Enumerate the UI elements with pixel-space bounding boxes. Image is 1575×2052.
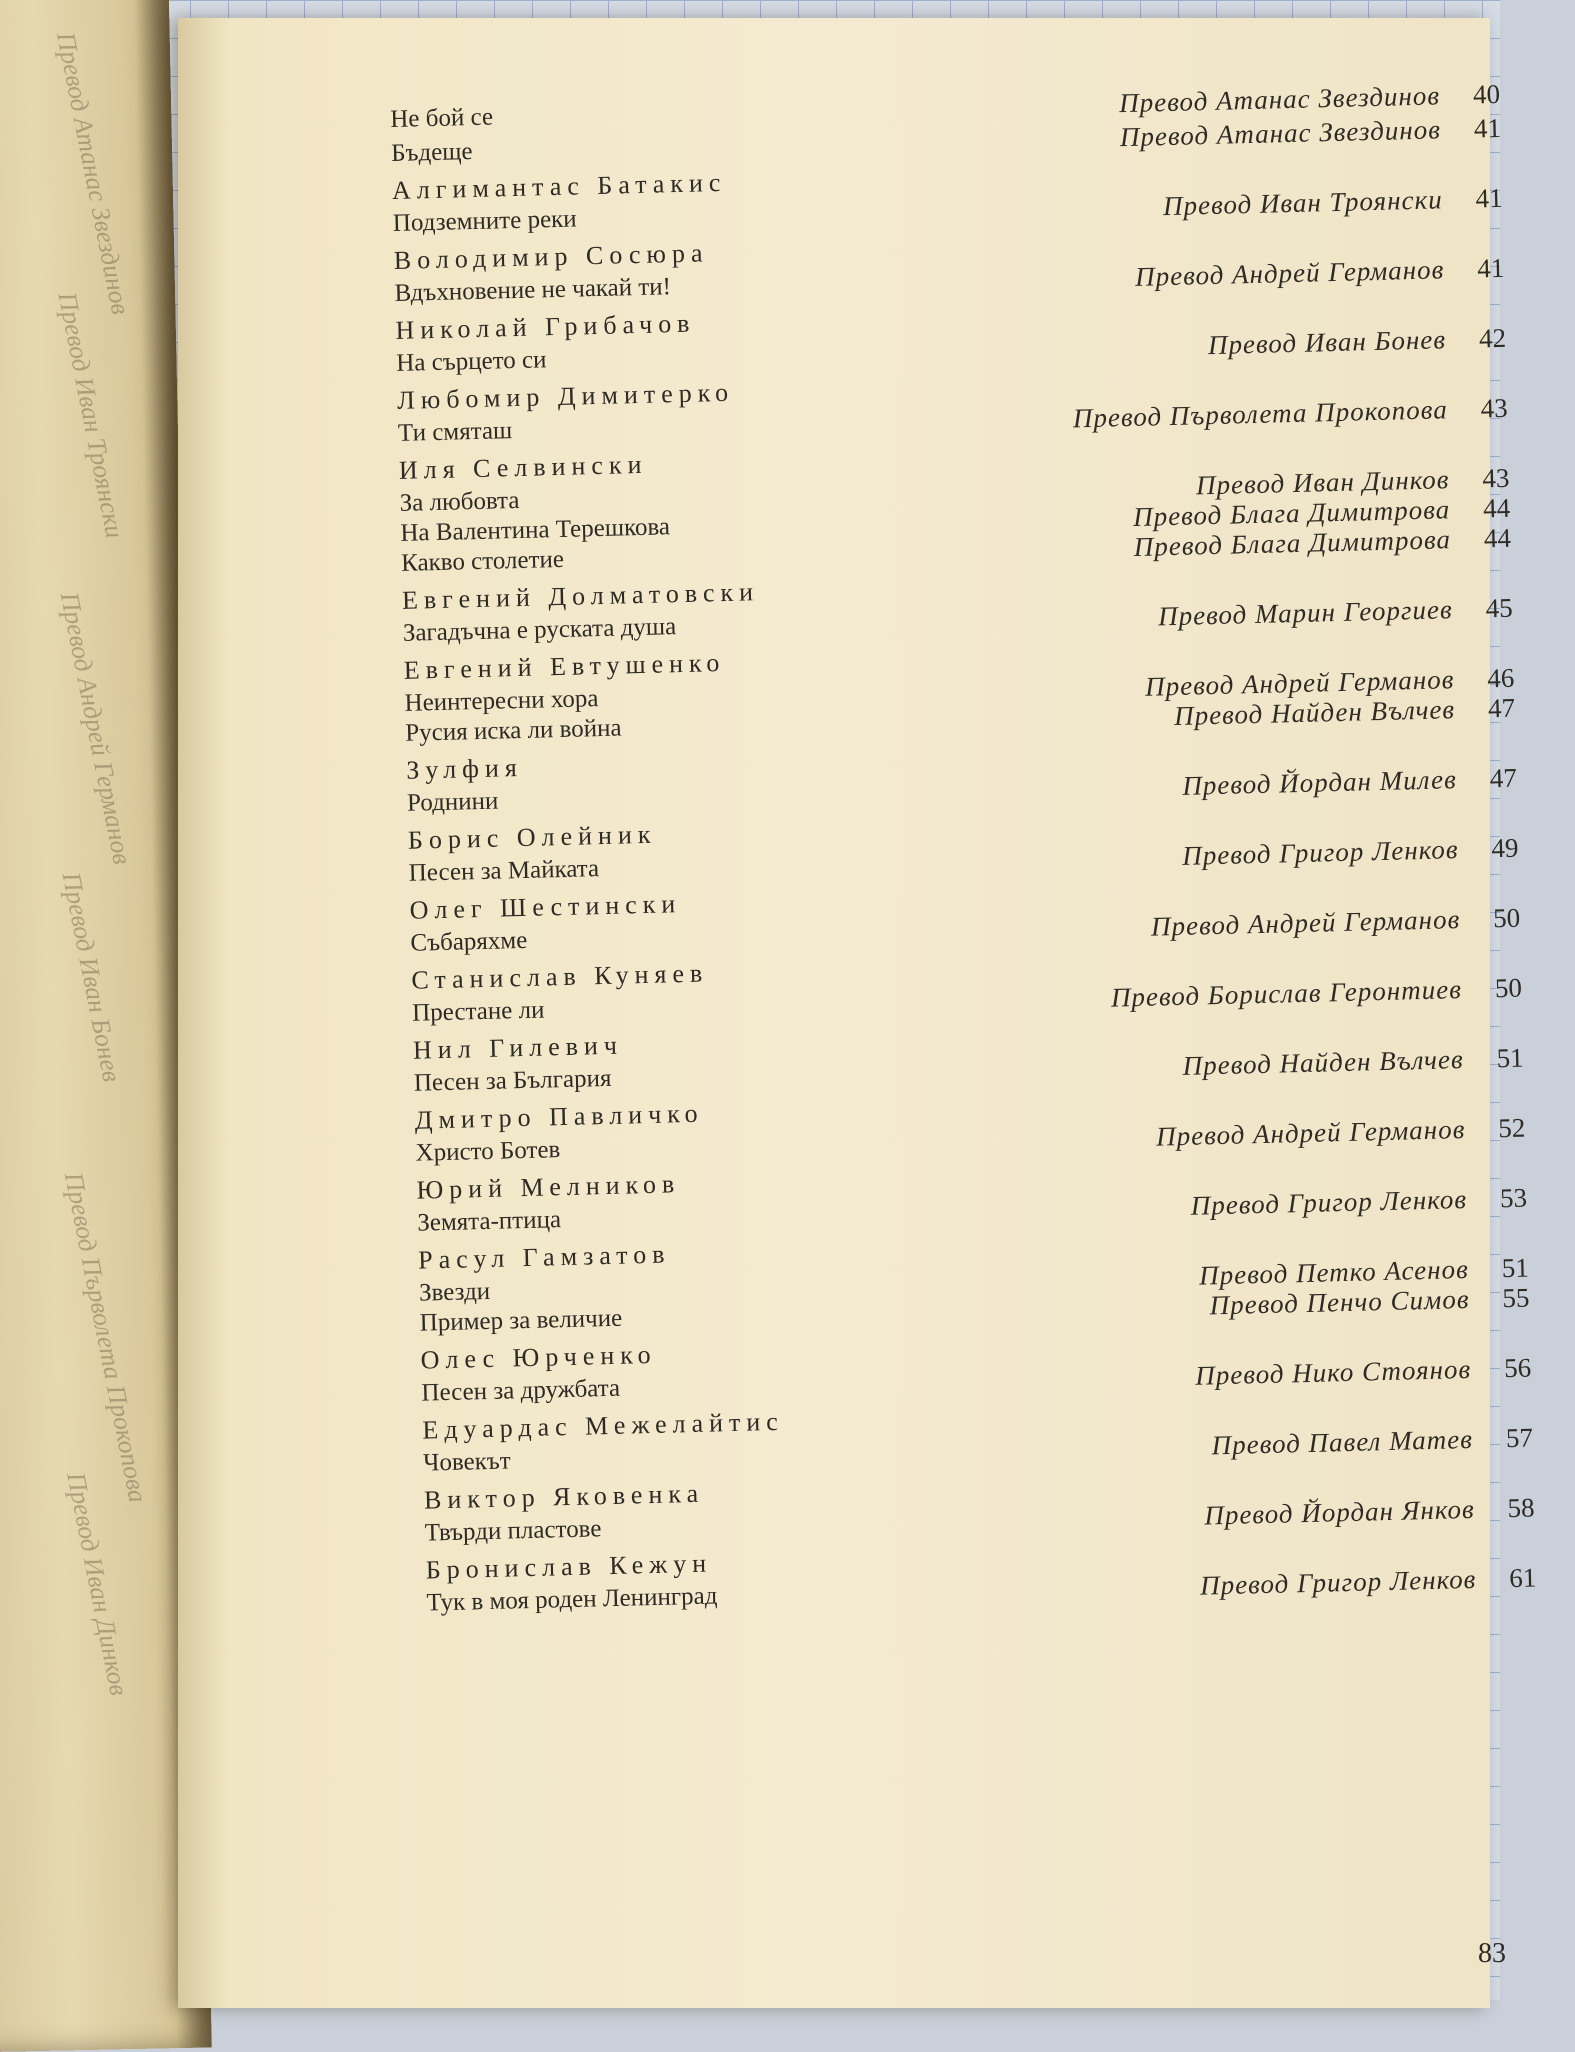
page-reference: 51 — [1496, 1042, 1524, 1074]
left-page-text-fragment: Превод Иван Троянски — [52, 289, 130, 541]
author-name: Олег Шестински — [409, 889, 682, 925]
translator-credit: Превод Иван Динков — [1195, 464, 1450, 501]
left-page-text-fragment: Превод Андрей Германов — [54, 589, 137, 867]
page-reference: 41 — [1476, 252, 1505, 284]
poem-title: Подземните реки — [392, 205, 577, 237]
poem-title: Човекът — [422, 1447, 511, 1477]
poem-title: Песен за Майката — [408, 855, 600, 887]
page-reference: 61 — [1508, 1562, 1537, 1594]
translator-credit: Превод Андрей Германов — [1155, 1114, 1466, 1152]
poem-title: Русия иска ли война — [405, 714, 622, 747]
translator-credit: Превод Найден Вълчев — [1182, 1044, 1464, 1081]
translator-credit: Превод Найден Вълчев — [1173, 694, 1456, 732]
translator-credit: Превод Атанас Звездинов — [1118, 80, 1441, 119]
page-reference: 41 — [1475, 182, 1503, 214]
left-page-text-fragment: Превод Атанас Звездинов — [51, 29, 136, 317]
page-reference: 57 — [1505, 1422, 1534, 1454]
author-name: Иля Селвински — [398, 449, 648, 485]
page-reference: 47 — [1487, 692, 1516, 724]
translator-credit: Превод Андрей Германов — [1144, 664, 1455, 702]
poem-title: Христо Ботев — [415, 1136, 561, 1167]
poem-title: Събаряхме — [410, 926, 528, 957]
poem-title: Песен за дружбата — [421, 1374, 621, 1407]
translator-credit: Превод Блага Димитрова — [1132, 494, 1451, 532]
translator-credit: Превод Блага Димитрова — [1133, 524, 1452, 562]
poem-title: Роднини — [406, 787, 499, 817]
poem-title: Какво столетие — [400, 545, 565, 577]
poem-title: Земята-птица — [416, 1206, 562, 1237]
page-reference: 56 — [1503, 1352, 1532, 1384]
page-reference: 50 — [1492, 902, 1521, 934]
poem-title: На сърцето си — [395, 346, 547, 377]
translator-credit: Превод Нико Стоянов — [1194, 1353, 1472, 1391]
page-reference: 52 — [1497, 1112, 1526, 1144]
translator-credit: Превод Андрей Германов — [1134, 254, 1445, 292]
translator-credit: Превод Йордан Милев — [1181, 764, 1458, 801]
translator-credit: Превод Първолета Прокопова — [1072, 394, 1449, 434]
translator-credit: Превод Иван Бонев — [1207, 324, 1447, 361]
poem-title: Загадъчна е руската душа — [402, 613, 677, 647]
author-name: Алгимантас Батакис — [391, 167, 727, 205]
page-number: 83 — [1478, 1938, 1506, 1969]
translator-credit: Превод Григор Ленков — [1181, 834, 1459, 871]
poem-title: Пример за величие — [419, 1304, 623, 1337]
author-name: Олес Юрченко — [420, 1339, 657, 1375]
left-page-text-fragment: Превод Първолета Прокопова — [58, 1169, 153, 1505]
poem-title: Неинтересни хора — [404, 685, 599, 717]
poem-title: Престане ли — [411, 996, 545, 1027]
author-name: Дмитро Павличко — [414, 1098, 704, 1135]
author-name: Едуардас Межелайтис — [422, 1406, 785, 1445]
poem-title: Бъдеще — [390, 137, 473, 167]
translator-credit: Превод Андрей Германов — [1150, 904, 1461, 942]
translator-credit: Превод Петко Асенов — [1198, 1253, 1470, 1291]
author-name: Евгений Евтушенко — [403, 647, 726, 685]
translator-credit: Превод Павел Матев — [1211, 1423, 1474, 1461]
translator-credit: Превод Борислав Геронтиев — [1110, 974, 1463, 1013]
poem-title: Твърди пластове — [424, 1515, 602, 1547]
poem-title: Тук в моя роден Ленинград — [426, 1582, 718, 1617]
translator-credit: Превод Марин Георгиев — [1157, 594, 1453, 632]
page-reference: 53 — [1499, 1182, 1528, 1214]
translator-credit: Превод Пенчо Симов — [1209, 1283, 1470, 1321]
page-reference: 46 — [1486, 662, 1515, 694]
page-reference: 42 — [1478, 322, 1507, 354]
poem-title: На Валентина Терешкова — [400, 513, 671, 547]
author-name: Станислав Куняев — [411, 958, 709, 995]
author-name: Виктор Яковенка — [423, 1478, 705, 1515]
page-reference: 43 — [1482, 462, 1510, 494]
page-reference: 41 — [1473, 112, 1502, 144]
poem-title: Вдъхновение не чакай ти! — [394, 273, 672, 307]
page-reference: 43 — [1480, 392, 1509, 424]
left-page-text-fragment: Превод Иван Динков — [61, 1469, 134, 1698]
page-reference: 49 — [1491, 832, 1519, 864]
author-name: Николай Грибачов — [395, 308, 696, 345]
translator-credit: Превод Григор Ленков — [1199, 1563, 1477, 1601]
author-name: Юрий Мелников — [416, 1169, 681, 1205]
translator-credit: Превод Атанас Звездинов — [1119, 114, 1442, 153]
poem-title: За любовта — [399, 486, 520, 517]
page-reference: 44 — [1483, 522, 1512, 554]
author-name: Нил Гилевич — [412, 1030, 624, 1065]
page-reference: 55 — [1502, 1282, 1530, 1314]
page-reference: 44 — [1482, 492, 1511, 524]
book-page — [178, 18, 1537, 2008]
left-page-text-fragment: Превод Иван Бонев — [56, 869, 127, 1085]
poem-title: Песен за България — [413, 1064, 612, 1097]
translator-credit: Превод Григор Ленков — [1190, 1184, 1468, 1221]
poem-title: Ти смяташ — [397, 417, 513, 447]
page-reference: 50 — [1494, 972, 1523, 1004]
author-name: Зулфия — [405, 752, 524, 785]
page-reference: 45 — [1485, 592, 1513, 624]
author-name: Евгений Долматовски — [401, 577, 760, 615]
translator-credit: Превод Йордан Янков — [1204, 1493, 1475, 1531]
author-name: Бронислав Кежун — [425, 1548, 713, 1585]
poem-title: Звезди — [418, 1277, 491, 1307]
author-name: Любомир Димитерко — [396, 377, 735, 415]
table-of-contents — [390, 78, 1575, 1965]
author-name: Володимир Сосюра — [393, 238, 709, 275]
page-reference: 47 — [1489, 762, 1518, 794]
poem-title: Не бой се — [390, 103, 494, 133]
author-name: Борис Олейник — [407, 819, 657, 855]
author-name: Расул Гамзатов — [417, 1239, 671, 1275]
page-reference: 58 — [1507, 1492, 1535, 1524]
translator-credit: Превод Иван Троянски — [1162, 184, 1443, 222]
page-reference: 40 — [1472, 78, 1501, 110]
page-reference: 51 — [1501, 1252, 1530, 1284]
